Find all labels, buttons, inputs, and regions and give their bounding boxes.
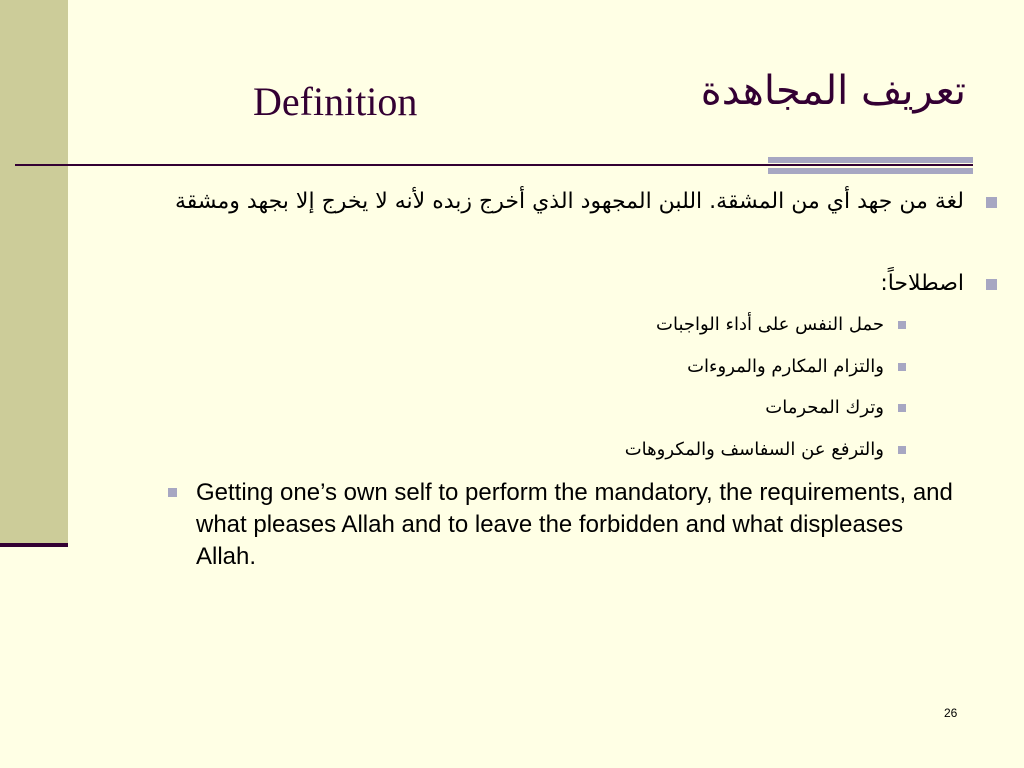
title-accent-bar-top	[768, 157, 973, 163]
sub-bullet-arabic-1	[656, 313, 884, 337]
sub-bullet-arabic-4	[625, 438, 884, 462]
page-number: 26	[944, 706, 958, 720]
sub-bullet-arabic-2-text: والتزام المكارم والمروءات	[687, 356, 884, 377]
left-band-divider	[0, 543, 68, 547]
square-bullet-icon	[986, 279, 997, 290]
left-decorative-band	[0, 0, 68, 545]
square-bullet-icon	[898, 404, 906, 412]
bullet-arabic-linguistic-text: لغة من جهد أي من المشقة. اللبن المجهود الذي أخرج زبده لأنه لا يخرج إلا بجهد ومشقة	[174, 189, 964, 214]
sub-bullet-arabic-3-text: وترك المحرمات	[765, 397, 884, 418]
bullet-english-definition-text: Getting one’s own self to perform the mandatory, the requirements, and what pleases Allah and to leave the forbidden and what displeases Allah.	[196, 479, 953, 570]
square-bullet-icon	[986, 197, 997, 208]
square-bullet-icon	[898, 321, 906, 329]
sub-bullet-arabic-1-text: حمل النفس على أداء الواجبات	[656, 314, 884, 335]
slide-title-arabic: تعريف المجاهدة	[700, 68, 966, 114]
bullet-arabic-terminology	[880, 268, 964, 300]
title-accent-bar-bottom	[768, 168, 973, 174]
bullet-arabic-terminology-text: اصطلاحاً:	[880, 271, 964, 296]
square-bullet-icon	[898, 446, 906, 454]
sub-bullet-arabic-3	[765, 396, 884, 420]
bullet-english-definition	[196, 477, 966, 573]
slide-title-english: Definition	[253, 79, 418, 124]
sub-bullet-arabic-4-text: والترفع عن السفاسف والمكروهات	[624, 439, 884, 460]
square-bullet-icon	[168, 488, 177, 497]
square-bullet-icon	[898, 363, 906, 371]
bullet-arabic-linguistic	[159, 186, 964, 218]
sub-bullet-arabic-2	[687, 355, 884, 379]
title-divider-line	[15, 164, 973, 166]
